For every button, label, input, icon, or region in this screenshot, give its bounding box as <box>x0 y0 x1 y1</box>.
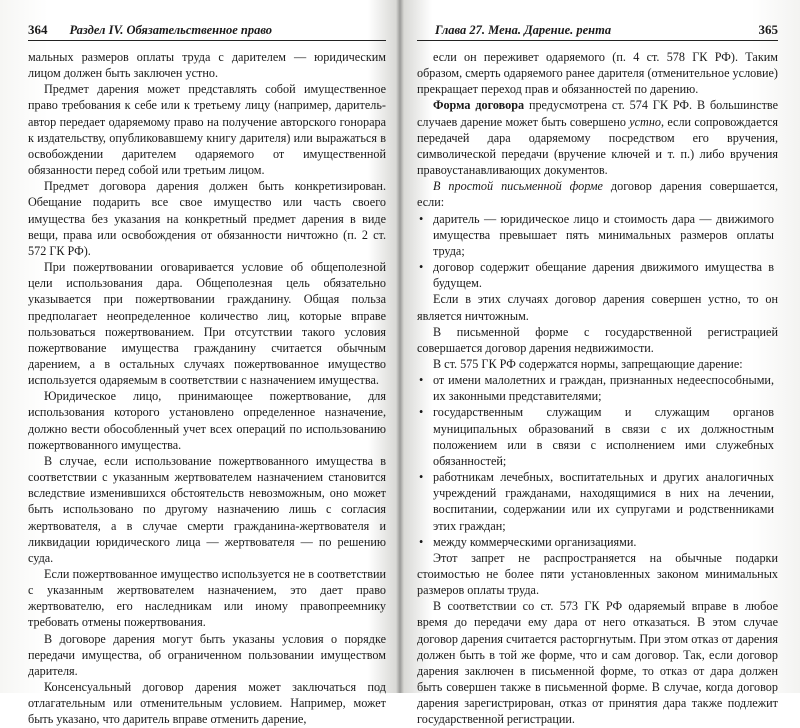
form-text-a: предусмотрена ст. 574 ГК РФ. В большинстве случаев дарение может быть совершено <box>417 98 778 129</box>
bullet-list-prohibitions <box>417 372 778 550</box>
right-page <box>405 0 800 727</box>
simple-written-emphasis: В простой письменной форме <box>433 179 603 194</box>
paragraph: В письменной форме с государственной регистрацией совершается договор дарения недвижимости. <box>417 324 778 355</box>
left-running-head: Раздел IV. Обязательственное право <box>69 23 273 37</box>
paragraph: Если пожертвованное имущество используется не в соответствии с указанным жертвователем назначением, это дает право жертвователю, его наследникам или иному правопреемнику требовать отмены пожертвования. <box>28 567 386 630</box>
right-page-body <box>417 49 778 728</box>
list-item: • между коммерческими организациями. <box>417 534 778 550</box>
form-text-b: , если сопровождается передачей дара одаряемому посредством его вручения, символической передачи (вручение ключей и т. п.) либо вручения правоустанавливающих документов. <box>417 114 778 178</box>
paragraph: В соответствии со ст. 573 ГК РФ одаряемый вправе в любое время до передачи ему дара от него отказаться. В этом случае договор дарения считается расторгнутым. При этом отказ от дарения должен быть в той же форме, что и сам договор. Так, если договор дарения заключен в письменной форме, то отказ от дара должен быть совершен также в письменной форме. В случае, когда договор дарения зарегистрирован, отказ от принятия дара также подлежит государственной регистрации. <box>417 599 778 727</box>
paragraph: Если в этих случаях договор дарения совершен устно, то он является ничтожным. <box>417 292 778 323</box>
simple-written-rest: договор дарения совершается, если: <box>417 179 779 210</box>
list-item: • работникам лечебных, воспитательных и других аналогичных учреждений гражданами, находящимися в них на лечении, воспитании, содержании или их супругами и родственниками этих граждан; <box>417 469 778 534</box>
paragraph: В договоре дарения могут быть указаны условия о порядке передачи имущества, об ограниченном пользовании имуществом дарителя. <box>28 631 386 678</box>
left-page <box>0 0 400 727</box>
left-running-header <box>28 22 386 41</box>
paragraph: Консенсуальный договор дарения может заключаться под отлагательным или отменительным условием. Например, может быть указано, что даритель вправе отменить дарение, <box>28 680 386 727</box>
form-oral: устно <box>629 114 661 129</box>
paragraph: мальных размеров оплаты труда с дарителем — юридическим лицом должен быть заключен устно. <box>28 50 386 81</box>
paragraph: если он переживет одаряемого (п. 4 ст. 578 ГК РФ). Таким образом, смерть одаряемого ранее дарителя (отменительное условие) прекращает переход прав и обязанностей по дарению. <box>417 50 778 97</box>
bullet-list-written-form <box>417 211 778 292</box>
left-page-body <box>28 49 386 728</box>
left-page-number: 364 <box>28 22 48 37</box>
paragraph: В ст. 575 ГК РФ содержатся нормы, запрещающие дарение: <box>433 356 743 371</box>
paragraph: Этот запрет не распространяется на обычные подарки стоимостью не более пяти установленных законом минимальных размеров оплаты труда. <box>417 550 778 598</box>
list-item: • даритель — юридическое лицо и стоимость дара — движимого имущества превышает пять минимальных размеров оплаты труда; <box>417 211 778 259</box>
paragraph: Предмет договора дарения должен быть конкретизирован. Обещание подарить все свое имущество или часть своего имущества без указания на конкретный предмет дарения в виде вещи, права или освобождения от обязанности ничтожно (п. 2 ст. 572 ГК РФ). <box>28 179 386 258</box>
paragraph-simple-written <box>417 178 778 210</box>
paragraph: В случае, если использование пожертвованного имущества в соответствии с указанным жертвователем назначением становится вследствие изменившихся обстоятельств невозможным, оно может быть использовано по другому назначению лишь с согласия жертвователя, а в случае смерти гражданина-жертвователя и ликвидации юридического лица — жертвователя — по решению суда. <box>28 453 386 565</box>
right-running-header <box>417 22 778 41</box>
right-running-head: Глава 27. Мена. Дарение. рента <box>435 23 612 37</box>
paragraph-form <box>417 97 778 178</box>
paragraph: При пожертвовании оговаривается условие об общеполезной цели использования дара. Общеполезная цель обязательно указывается при пожертвовании гражданину. Общая польза предполагает неопределенное количество лиц, которые вправе пользоваться пожертвованием. При отсутствии такого условия пожертвование имущества гражданину считается обычным дарением, а в остальных случаях пожертвованное имущество используется одаряемым в соответствии с назначением имущества. <box>28 260 386 388</box>
list-item: • договор содержит обещание дарения движимого имущества в будущем. <box>417 259 778 291</box>
paragraph: Предмет дарения может представлять собой имущественное право требования к себе или к третьему лицу (например, даритель-автор передает одаряемому право на получение авторского гонорара к издательству, опубликовавшему книгу дарителя) или выражаться в освобождении дарителем одаряемого от имущественной обязанности перед собой или третьим лицом. <box>28 82 386 178</box>
list-item: • от имени малолетних и граждан, признанных недееспособными, их законными представителями; <box>417 372 778 404</box>
right-page-number: 365 <box>758 22 778 37</box>
paragraph: Юридическое лицо, принимающее пожертвование, для использования которого установлено определенное назначение, должно вести обособленный учет всех операций по использованию пожертвованного имущества. <box>28 389 386 452</box>
list-item: • государственным служащим и служащим органов муниципальных образований в связи с их должностным положением или в связи с исполнением ими служебных обязанностей; <box>417 404 778 469</box>
form-heading: Форма договора <box>433 98 525 113</box>
